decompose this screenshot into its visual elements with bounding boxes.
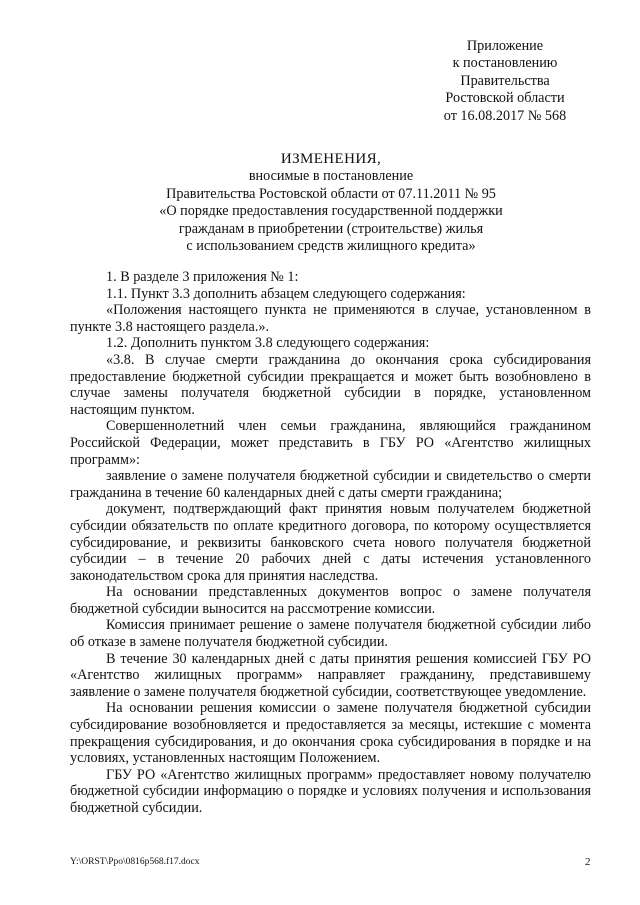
appendix-line: Приложение: [466, 38, 544, 54]
appendix-line: к постановлению: [452, 55, 558, 72]
page-number: 2: [585, 856, 591, 868]
title-line: с использованием средств жилищного кредита»: [186, 238, 476, 255]
title-line: гражданам в приобретении (строительстве) жилья: [178, 220, 484, 237]
footer-file-path: Y:\ORST\Ppo\0816p568.f17.docx: [70, 857, 200, 867]
paragraph: На основании решения комиссии о замене получателя бюджетной субсидии субсидирование возобновляется и предоставляется за месяцы, истекшие с момента прекращения субсидирования, и до окончания срока субсидирования в порядке и на условиях, установленных настоящим Положением.: [70, 700, 591, 767]
appendix-line: Ростовской области: [445, 90, 565, 107]
title-line: «О порядке предоставления государственной поддержки: [159, 203, 503, 220]
title-main: ИЗМЕНЕНИЯ,: [280, 151, 382, 167]
paragraph: На основании представленных документов вопрос о замене получателя бюджетной субсидии выносится на рассмотрение комиссии.: [70, 584, 591, 617]
paragraph: Комиссия принимает решение о замене получателя бюджетной субсидии либо об отказе в замене получателя бюджетной субсидии.: [70, 617, 591, 651]
paragraph: 1.2. Дополнить пунктом 3.8 следующего содержания:: [106, 335, 430, 352]
paragraph: «Положения настоящего пункта не применяются в случае, установленном в пункте 3.8 настоящего раздела.».: [70, 302, 591, 335]
paragraph: ГБУ РО «Агентство жилищных программ» предоставляет новому получателю бюджетной субсидии информацию о порядке и условиях получения и использования бюджетной субсидии.: [70, 766, 591, 816]
paragraph: 1. В разделе 3 приложения № 1:: [106, 269, 299, 285]
appendix-header: [405, 38, 605, 125]
paragraph: В течение 30 календарных дней с даты принятия решения комиссией ГБУ РО «Агентство жилищных программ» направляет гражданину, представившему заявление о замене получателя бюджетной субсидии, соответствующее уведомление.: [70, 650, 591, 700]
document-title: [72, 151, 590, 255]
paragraph: Совершеннолетний член семьи гражданина, являющийся гражданином Российской Федерации, может представить в ГБУ РО «Агентство жилищных программ»:: [70, 418, 591, 468]
title-line: Правительства Ростовской области от 07.11.2011 № 95: [166, 185, 496, 202]
document-body: [70, 269, 591, 817]
appendix-line: от 16.08.2017 № 568: [443, 107, 567, 124]
paragraph: документ, подтверждающий факт принятия новым получателем бюджетной субсидии обязательств по оплате кредитного договора, по которому осуществляется субсидирование, и реквизиты банковского счета нового получателя бюджетной субсидии – в течение 20 рабочих дней с даты истечения установленного законодательством срока для принятия наследства.: [70, 501, 591, 584]
appendix-line: Правительства: [460, 72, 550, 89]
paragraph: 1.1. Пункт 3.3 дополнить абзацем следующего содержания:: [106, 285, 466, 302]
title-line: вносимые в постановление: [248, 168, 414, 185]
paragraph: заявление о замене получателя бюджетной субсидии и свидетельство о смерти гражданина в течение 60 календарных дней с даты смерти гражданина;: [70, 468, 591, 501]
paragraph: «3.8. В случае смерти гражданина до окончания срока субсидирования предоставление бюджетной субсидии прекращается и может быть возобновлено в случае замены получателя бюджетной субсидии в порядке, установленном настоящим пунктом.: [70, 351, 591, 418]
